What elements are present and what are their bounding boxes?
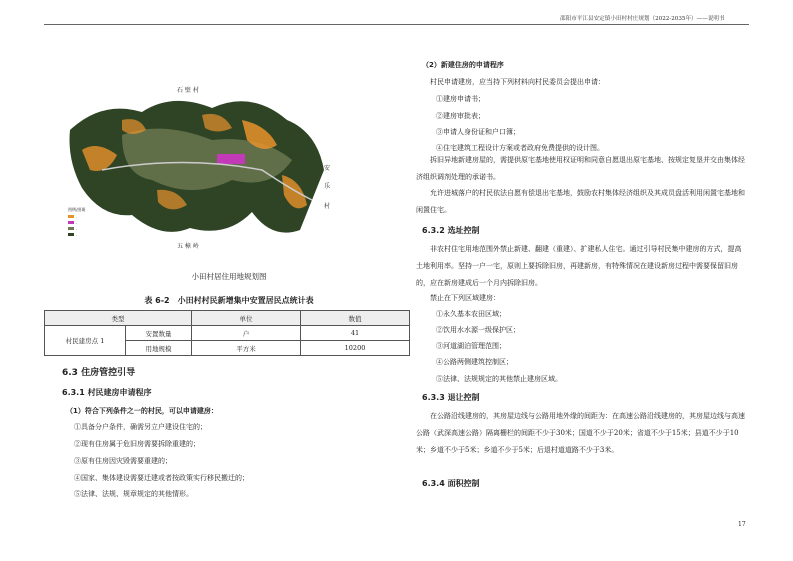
- legend-item-3: -: [76, 227, 78, 231]
- condition-item: ①具备分户条件，确需另立户建设住宅的；: [74, 423, 207, 431]
- demolish-paragraph: 拆旧异地新建房屋的，需提供原宅基地使用权证明和同意自愿退出原宅基地、按规定复垦并交由集体经济组织调剂处理的承诺书。: [416, 156, 745, 181]
- page-number: 17: [738, 521, 746, 528]
- legend-item-4: -: [76, 233, 78, 237]
- table-group-label: 村民建房点 1: [45, 326, 126, 356]
- condition-item: ③原有住房因灾毁需要重建的；: [74, 457, 172, 465]
- forbid-item: ③河道湖泊管理范围；: [436, 342, 506, 350]
- condition-title: （1）符合下列条件之一的村民，可以申请建房：: [66, 407, 218, 415]
- map-label-east-1: 安: [324, 165, 331, 172]
- map-label-east-3: 村: [324, 203, 331, 210]
- forbid-item: ①永久基本农田区域；: [436, 310, 506, 318]
- table-cell-unit: 平方米: [192, 341, 301, 356]
- material-item: ④住宅建筑工程设计方案或者政府免费提供的设计图。: [436, 144, 604, 152]
- map-label-east-2: 乐: [324, 183, 331, 190]
- setback-paragraph: 在公路沿线建房的，其房屋边线与公路用地外缘的间距为：在高速公路沿线建房的，其房屋边线与高速公路（武深高速公路）隔离栅栏的间距不少于30米；国道不少于20米；省道不少于15米；县道不少于10米；乡道不少于5米；乡道不少于5米；后退村道道路不少于3米。: [416, 412, 745, 454]
- condition-item: ④国家、集体建设需要迁建或者按政策实行移民搬迁的；: [74, 474, 249, 482]
- header-rule: [44, 24, 749, 25]
- section-title: 6.3 住房管控引导: [62, 368, 136, 378]
- table-row: [45, 326, 410, 341]
- intro-text: 村民申请建房，应当持下列材料向村民委员会提出申请：: [430, 78, 605, 86]
- condition-item: ⑤法律、法规、规章规定的其他情形。: [74, 490, 193, 498]
- residential-land-use-map: [62, 80, 332, 260]
- material-item: ③申请人身份证和户口簿；: [436, 128, 520, 136]
- site-control-paragraph: 非农村住宅用地范围外禁止新建、翻建（重建）、扩建私人住宅。通过引导村民集中建房的方式，提高土地利用率。坚持一户一宅，原则上要拆除旧房，再建新房，有特殊情况在建设新房过程中需要保留旧房的，应在新房建成后一个月内拆除旧房。: [416, 245, 742, 287]
- legend-item-1: -: [76, 215, 78, 219]
- table-header-row: [45, 311, 410, 326]
- table-cell-unit: 户: [192, 326, 301, 341]
- table-cell-value: 41: [301, 326, 410, 341]
- table-header-value: 数值: [301, 311, 410, 326]
- legend-title: 图例/图斑: [68, 207, 86, 212]
- site-control-title: 6.3.2 选址控制: [422, 226, 480, 235]
- subsection-title: 6.3.1 村民建房申请程序: [62, 388, 152, 397]
- map-label-north: 石 壁 村: [177, 87, 199, 94]
- setback-control-title: 6.3.3 退让控制: [422, 393, 480, 402]
- material-item: ①建房申请书；: [436, 95, 485, 103]
- map-label-south: 五 樟 岭: [177, 243, 199, 250]
- legend-item-2: -: [76, 221, 78, 225]
- settlement-stats-table: [44, 310, 410, 356]
- condition-item: ②现有住房属于危旧房需要拆除重建的；: [74, 440, 200, 448]
- table-cell-value: 10200: [301, 341, 410, 356]
- table-header-type: 类型: [45, 311, 192, 326]
- table-header-unit: 单位: [192, 311, 301, 326]
- page-header: 邵阳市平江县安定镇小田村村庄规划（2022-2035年）——说明书: [560, 16, 725, 22]
- forbid-item: ⑤法律、法规规定的其他禁止建房区域。: [436, 375, 562, 383]
- material-item: ②建房审批表；: [436, 112, 485, 120]
- forbid-item: ②饮用水水源一级保护区；: [436, 326, 520, 334]
- table-cell-item: 安置数量: [126, 326, 192, 341]
- area-control-title: 6.3.4 面积控制: [422, 479, 480, 488]
- forbid-title: 禁止在下列区域建房：: [430, 294, 500, 302]
- table-cell-item: 用地规模: [126, 341, 192, 356]
- table-title: 表 6-2 小田村村民新增集中安置居民点统计表: [144, 296, 314, 305]
- forbid-item: ④公路两侧建筑控制区；: [436, 358, 513, 366]
- map-caption: 小田村居住用地规划图: [191, 272, 267, 281]
- new-house-title: （2）新建住房的申请程序: [422, 61, 504, 69]
- idle-housing-paragraph: 允许进城落户的村民依法自愿有偿退出宅基地，鼓励农村集体经济组织及其成员盘活利用闲置宅基地和闲置住宅。: [416, 189, 745, 214]
